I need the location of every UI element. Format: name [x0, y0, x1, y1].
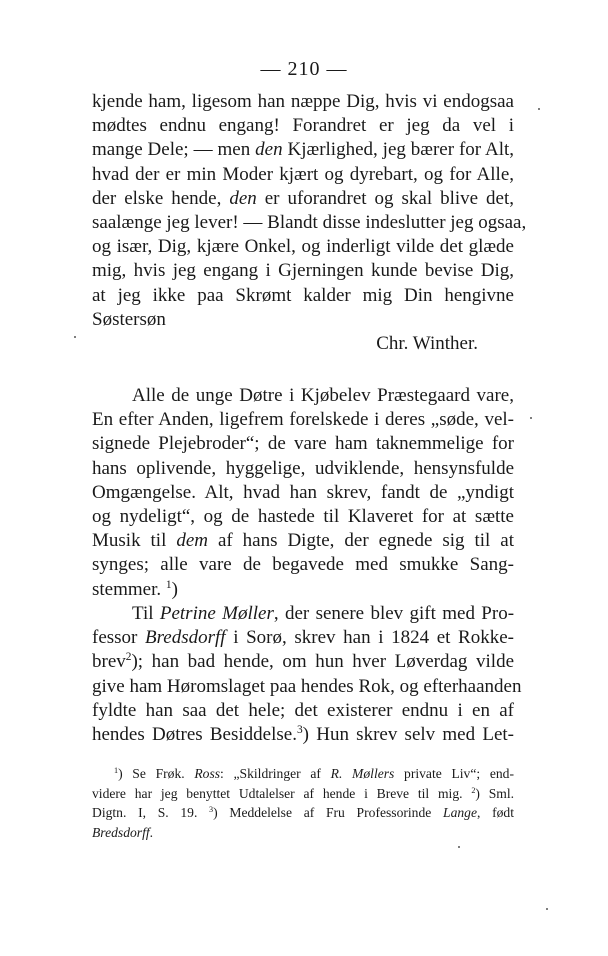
emphasis-dem: dem — [176, 530, 208, 552]
footnote-ref: 2 — [125, 651, 132, 664]
footnote-number: 1 — [114, 766, 119, 776]
person-name: Ross — [194, 766, 221, 781]
text-line: hvad der er min Moder kjært og dyrebart, og for Alle, — [92, 163, 514, 185]
text-line: hans oplivende, hyggelige, udviklende, hensynsfulde — [92, 457, 514, 479]
scan-speck — [530, 417, 532, 419]
letter-closing-paragraph — [92, 90, 527, 356]
text-line: Musik til dem af hans Digte, der egnede sig til at — [92, 530, 514, 552]
paragraph-daughters — [92, 384, 514, 602]
footnote-line: Bredsdorff. — [92, 824, 154, 840]
text-line: saalænge jeg lever! — Blandt disse indeslutter jeg ogsaa, — [92, 211, 527, 233]
text-line: fessor Bredsdorff i Sorø, skrev han i 1824 et Rokke- — [92, 627, 514, 649]
footnote-line: $^1$) Se Frøk. Ross: „Skildringer af R. Møllers private Liv“; end- — [114, 766, 514, 781]
text-line: brev$^2$); han bad hende, om hun hver Løverdag vilde — [92, 651, 514, 673]
footnote-line: videre har jeg benyttet Udtalelser af hende i Breve til mig. $^2$) Sml. — [92, 785, 515, 801]
person-name: Bredsdorff — [92, 824, 150, 840]
text-line: stemmer. $^1$) — [92, 578, 178, 600]
text-line: Til Petrine Møller, der senere blev gift med Pro- — [132, 603, 515, 624]
text-line: Omgængelse. Alt, hvad han skrev, fandt de „yndigt — [92, 481, 514, 503]
signature: Chr. Winther. — [376, 332, 478, 354]
text-line: signede Plejebroder“; de vare ham taknemmelige for — [92, 433, 514, 455]
emphasis-den: den — [255, 139, 283, 161]
text-line: hendes Døtres Besiddelse.$^3$) Hun skrev selv med Let- — [92, 723, 514, 745]
person-name: Petrine Møller — [159, 603, 274, 624]
person-name: Bredsdorff — [145, 627, 226, 649]
text-line: mange Dele; — men den Kjærlighed, jeg bærer for Alt, — [92, 139, 515, 161]
paragraph-petrine — [92, 602, 522, 747]
page-number: — 210 — — [260, 58, 348, 80]
text-line: og især, Dig, kjære Onkel, og inderligt vilde det glæde — [92, 236, 514, 258]
scan-speck — [538, 108, 540, 110]
emphasis-den: den — [229, 187, 257, 209]
text-line: mødtes endnu engang! Forandret er jeg da vel i — [92, 115, 514, 137]
text-line: at jeg ikke paa Skrømt kalder mig Din hengivne — [92, 284, 514, 306]
text-line: fyldte han saa det hele; det existerer endnu i en af — [92, 699, 514, 721]
scan-speck — [546, 908, 548, 910]
footnote-number: 2 — [471, 785, 476, 795]
text-line: synges; alle vare de begavede med smukke Sang- — [92, 554, 514, 576]
text-line: kjende ham, ligesom han næppe Dig, hvis vi endogsaa — [92, 91, 514, 112]
scan-speck — [74, 336, 76, 338]
person-name: R. Møllers — [330, 766, 395, 781]
footnote-line: Digtn. I, S. 19. $^3$) Meddelelse af Fru Professorinde Lange, født — [92, 805, 514, 820]
text-line: mig, hvis jeg engang i Gjerningen kunde bevise Dig, — [92, 260, 514, 282]
scan-speck — [458, 846, 460, 848]
text-line: der elske hende, den er uforandret og skal blive det, — [92, 187, 514, 209]
footnotes — [92, 764, 514, 842]
text-line: Alle de unge Døtre i Kjøbelev Præstegaard vare, — [132, 385, 514, 406]
footnote-ref: 3 — [296, 724, 303, 737]
footnote-number: 3 — [209, 805, 214, 815]
text-line: Søstersøn — [92, 308, 166, 330]
text-line: give ham Høromslaget paa hendes Rok, og efterhaanden — [92, 675, 522, 697]
text-line: En efter Anden, ligefrem forelskede i deres „søde, vel- — [92, 409, 514, 431]
text-line: og nydeligt“, og de hastede til Klaveret for at sætte — [92, 505, 514, 527]
footnote-ref: 1 — [165, 578, 172, 591]
person-name: Lange — [443, 805, 477, 820]
